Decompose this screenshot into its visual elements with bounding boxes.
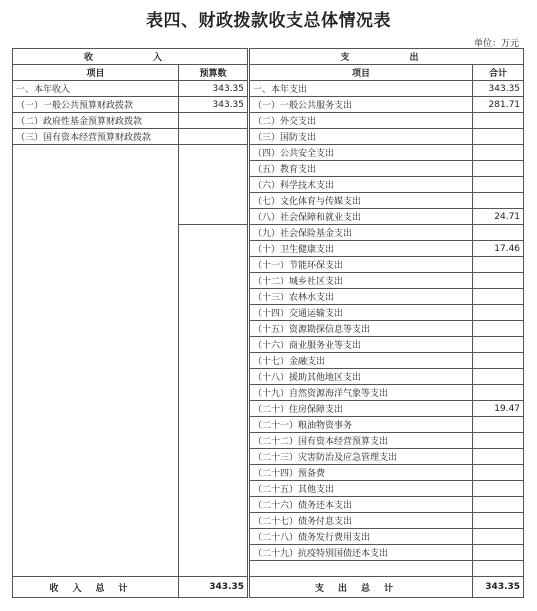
income-value-cell <box>179 337 249 353</box>
expense-item-cell: （二十二）国有资本经营预算支出 <box>249 433 473 449</box>
expense-value-cell <box>473 129 524 145</box>
income-item-cell <box>13 321 179 337</box>
income-value-cell <box>179 433 249 449</box>
expense-value-cell <box>473 353 524 369</box>
expense-item-cell: （十八）援助其他地区支出 <box>249 369 473 385</box>
income-item-cell <box>13 193 179 209</box>
income-item-cell <box>13 273 179 289</box>
income-item-cell <box>13 513 179 529</box>
expense-value-cell <box>473 529 524 545</box>
table-row <box>13 81 524 97</box>
expense-value-cell <box>473 161 524 177</box>
table-row <box>13 161 524 177</box>
income-item-cell <box>13 161 179 177</box>
income-value-cell <box>179 369 249 385</box>
income-total-value: 343.35 <box>179 577 249 598</box>
income-item-cell <box>13 225 179 241</box>
expense-value-cell <box>473 273 524 289</box>
income-item-cell <box>13 401 179 417</box>
income-value-cell <box>179 129 249 145</box>
table-row <box>13 145 524 161</box>
income-item-cell: （三）国有资本经营预算财政拨款 <box>13 129 179 145</box>
income-item-cell <box>13 433 179 449</box>
expense-item-cell: （八）社会保障和就业支出 <box>249 209 473 225</box>
table-row <box>13 417 524 433</box>
income-value-cell <box>179 529 249 545</box>
income-value-cell <box>179 113 249 129</box>
expense-value-cell <box>473 449 524 465</box>
expense-item-cell: （十三）农林水支出 <box>249 289 473 305</box>
income-item-header: 项目 <box>13 65 179 81</box>
income-value-cell <box>179 449 249 465</box>
expense-item-cell: （十七）金融支出 <box>249 353 473 369</box>
table-row <box>13 305 524 321</box>
expense-value-cell <box>473 177 524 193</box>
income-value-cell <box>179 177 249 193</box>
expense-value-cell <box>473 321 524 337</box>
empty-cell <box>13 561 179 577</box>
budget-table <box>12 48 524 598</box>
income-value-cell <box>179 161 249 177</box>
empty-cell <box>249 561 473 577</box>
empty-cell <box>473 561 524 577</box>
expense-item-cell: （三）国防支出 <box>249 129 473 145</box>
table-row <box>13 353 524 369</box>
income-value-cell <box>179 385 249 401</box>
expense-item-cell: （二十三）灾害防治及应急管理支出 <box>249 449 473 465</box>
income-item-cell: （二）政府性基金预算财政拨款 <box>13 113 179 129</box>
expense-item-cell: （二十八）债务发行费用支出 <box>249 529 473 545</box>
table-row <box>13 113 524 129</box>
expense-item-cell: （九）社会保险基金支出 <box>249 225 473 241</box>
table-row <box>13 225 524 241</box>
table-row <box>13 97 524 113</box>
expense-item-cell: （五）教育支出 <box>249 161 473 177</box>
expense-item-cell: 一、本年支出 <box>249 81 473 97</box>
income-value-cell <box>179 353 249 369</box>
expense-total-value: 343.35 <box>473 577 524 598</box>
expense-section-header: 支 出 <box>249 49 524 65</box>
income-total-label: 收入总计 <box>13 577 179 598</box>
expense-item-cell: （二十一）粮油物资事务 <box>249 417 473 433</box>
income-item-cell <box>13 305 179 321</box>
expense-value-cell: 19.47 <box>473 401 524 417</box>
expense-item-cell: （十二）城乡社区支出 <box>249 273 473 289</box>
table-row <box>13 257 524 273</box>
income-item-cell <box>13 145 179 161</box>
income-item-cell <box>13 289 179 305</box>
page-title: 表四、财政拨款收支总体情况表 <box>146 11 391 31</box>
expense-value-cell: 281.71 <box>473 97 524 113</box>
expense-item-cell: （二十）住房保障支出 <box>249 401 473 417</box>
unit-label: 单位：万元 <box>473 39 519 49</box>
spacer-row <box>13 561 524 577</box>
table-row <box>13 209 524 225</box>
income-value-cell: 343.35 <box>179 97 249 113</box>
expense-value-cell <box>473 545 524 561</box>
income-item-cell <box>13 177 179 193</box>
table-row <box>13 449 524 465</box>
income-value-cell <box>179 289 249 305</box>
table-row <box>13 545 524 561</box>
income-item-cell <box>13 545 179 561</box>
table-row <box>13 321 524 337</box>
income-item-cell <box>13 449 179 465</box>
income-value-cell <box>179 481 249 497</box>
income-value-cell <box>179 145 249 161</box>
income-value-cell <box>179 193 249 209</box>
expense-item-cell: （七）文化体育与传媒支出 <box>249 193 473 209</box>
income-value-cell <box>179 545 249 561</box>
expense-item-cell: （十六）商业服务业等支出 <box>249 337 473 353</box>
expense-value-cell <box>473 289 524 305</box>
table-row <box>13 385 524 401</box>
income-value-cell <box>179 225 249 241</box>
table-row <box>13 481 524 497</box>
income-value-cell <box>179 513 249 529</box>
expense-item-cell: （十一）节能环保支出 <box>249 257 473 273</box>
expense-value-cell <box>473 337 524 353</box>
table-row <box>13 401 524 417</box>
table-row <box>13 497 524 513</box>
income-item-cell: 一、本年收入 <box>13 81 179 97</box>
income-value-cell <box>179 401 249 417</box>
table-row <box>13 529 524 545</box>
table-row <box>13 241 524 257</box>
expense-item-cell: （六）科学技术支出 <box>249 177 473 193</box>
expense-value-cell <box>473 465 524 481</box>
table-row <box>13 337 524 353</box>
expense-item-cell: （二）外交支出 <box>249 113 473 129</box>
table-row <box>13 177 524 193</box>
income-item-cell <box>13 385 179 401</box>
income-value-cell <box>179 497 249 513</box>
expense-value-cell <box>473 433 524 449</box>
income-value-cell <box>179 321 249 337</box>
expense-item-cell: （二十六）债务还本支出 <box>249 497 473 513</box>
income-value-cell <box>179 465 249 481</box>
expense-value-cell <box>473 257 524 273</box>
total-row <box>13 577 524 598</box>
table-row <box>13 273 524 289</box>
total-header: 合计 <box>473 65 524 81</box>
income-section-header: 收 入 <box>13 49 249 65</box>
income-value-cell <box>179 257 249 273</box>
expense-item-cell: （二十七）债务付息支出 <box>249 513 473 529</box>
income-value-cell: 343.35 <box>179 81 249 97</box>
expense-value-cell <box>473 193 524 209</box>
income-item-cell <box>13 497 179 513</box>
income-value-cell <box>179 209 249 225</box>
income-item-cell <box>13 257 179 273</box>
table-row <box>13 193 524 209</box>
empty-cell <box>179 561 249 577</box>
expense-value-cell <box>473 417 524 433</box>
expense-item-cell: （四）公共安全支出 <box>249 145 473 161</box>
income-item-cell <box>13 417 179 433</box>
expense-value-cell <box>473 385 524 401</box>
expense-item-header: 项目 <box>249 65 473 81</box>
expense-value-cell <box>473 113 524 129</box>
income-item-cell: （一）一般公共预算财政拨款 <box>13 97 179 113</box>
expense-value-cell <box>473 145 524 161</box>
income-item-cell <box>13 465 179 481</box>
expense-value-cell <box>473 225 524 241</box>
budget-header: 预算数 <box>179 65 249 81</box>
expense-value-cell: 343.35 <box>473 81 524 97</box>
expense-value-cell <box>473 513 524 529</box>
table-row <box>13 433 524 449</box>
table-row <box>13 289 524 305</box>
income-item-cell <box>13 353 179 369</box>
expense-item-cell: （二十四）预备费 <box>249 465 473 481</box>
income-item-cell <box>13 481 179 497</box>
income-item-cell <box>13 369 179 385</box>
expense-item-cell: （十）卫生健康支出 <box>249 241 473 257</box>
income-item-cell <box>13 209 179 225</box>
income-item-cell <box>13 337 179 353</box>
income-value-cell <box>179 305 249 321</box>
expense-value-cell <box>473 481 524 497</box>
expense-item-cell: （一）一般公共服务支出 <box>249 97 473 113</box>
expense-item-cell: （十九）自然资源海洋气象等支出 <box>249 385 473 401</box>
income-item-cell <box>13 529 179 545</box>
table-row <box>13 129 524 145</box>
table-row <box>13 513 524 529</box>
expense-item-cell: （二十五）其他支出 <box>249 481 473 497</box>
expense-item-cell: （十五）资源勘探信息等支出 <box>249 321 473 337</box>
expense-value-cell <box>473 305 524 321</box>
expense-value-cell <box>473 497 524 513</box>
table-row <box>13 465 524 481</box>
income-value-cell <box>179 241 249 257</box>
income-value-cell <box>179 417 249 433</box>
section-header-row <box>13 49 524 65</box>
income-item-cell <box>13 241 179 257</box>
column-header-row <box>13 65 524 81</box>
expense-item-cell: （十四）交通运输支出 <box>249 305 473 321</box>
expense-value-cell: 24.71 <box>473 209 524 225</box>
table-row <box>13 369 524 385</box>
expense-item-cell: （二十九）抗疫特别国债还本支出 <box>249 545 473 561</box>
income-value-cell <box>179 273 249 289</box>
expense-value-cell <box>473 369 524 385</box>
expense-value-cell: 17.46 <box>473 241 524 257</box>
expense-total-label: 支出总计 <box>249 577 473 598</box>
